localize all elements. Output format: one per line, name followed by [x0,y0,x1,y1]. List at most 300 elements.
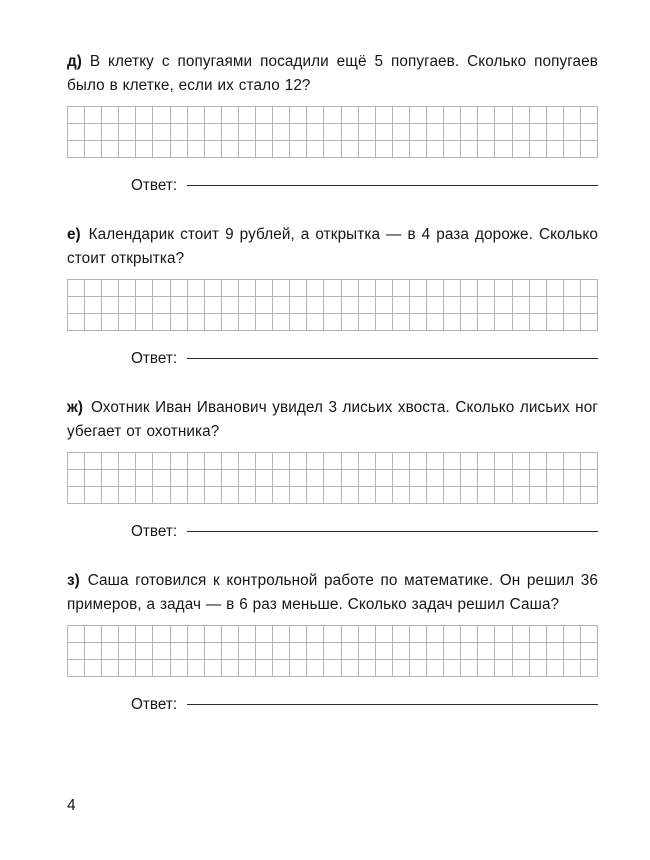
grid-cell[interactable] [513,626,530,643]
grid-cell[interactable] [461,124,478,141]
grid-cell[interactable] [222,141,239,158]
grid-cell[interactable] [307,643,324,660]
grid-cell[interactable] [222,314,239,331]
grid-cell[interactable] [68,453,85,470]
grid-cell[interactable] [136,141,153,158]
grid-cell[interactable] [530,487,547,504]
grid-cell[interactable] [85,643,102,660]
grid-cell[interactable] [495,660,512,677]
grid-cell[interactable] [102,487,119,504]
grid-cell[interactable] [239,314,256,331]
grid-cell[interactable] [290,660,307,677]
grid-cell[interactable] [290,487,307,504]
grid-cell[interactable] [427,314,444,331]
grid-cell[interactable] [290,314,307,331]
grid-cell[interactable] [188,643,205,660]
grid-cell[interactable] [530,107,547,124]
grid-cell[interactable] [188,487,205,504]
grid-cell[interactable] [119,107,136,124]
grid-cell[interactable] [239,470,256,487]
grid-cell[interactable] [153,487,170,504]
grid-cell[interactable] [68,141,85,158]
grid-cell[interactable] [188,453,205,470]
grid-cell[interactable] [188,626,205,643]
grid-cell[interactable] [222,643,239,660]
grid-cell[interactable] [119,297,136,314]
grid-cell[interactable] [393,453,410,470]
grid-cell[interactable] [461,141,478,158]
grid-cell[interactable] [68,660,85,677]
grid-cell[interactable] [307,141,324,158]
grid-cell[interactable] [239,107,256,124]
answer-grid[interactable] [67,279,598,331]
grid-cell[interactable] [495,626,512,643]
grid-cell[interactable] [256,297,273,314]
grid-cell[interactable] [564,107,581,124]
grid-cell[interactable] [564,660,581,677]
grid-cell[interactable] [205,487,222,504]
grid-cell[interactable] [136,314,153,331]
grid-cell[interactable] [461,280,478,297]
grid-cell[interactable] [119,487,136,504]
grid-cell[interactable] [478,660,495,677]
grid-cell[interactable] [136,487,153,504]
grid-cell[interactable] [495,124,512,141]
grid-cell[interactable] [188,297,205,314]
grid-cell[interactable] [68,487,85,504]
grid-cell[interactable] [307,626,324,643]
grid-cell[interactable] [102,314,119,331]
grid-cell[interactable] [461,453,478,470]
grid-cell[interactable] [581,141,598,158]
grid-cell[interactable] [530,141,547,158]
grid-cell[interactable] [205,141,222,158]
grid-cell[interactable] [256,141,273,158]
grid-cell[interactable] [85,107,102,124]
answer-grid[interactable] [67,106,598,158]
grid-cell[interactable] [68,297,85,314]
grid-cell[interactable] [342,107,359,124]
grid-cell[interactable] [393,643,410,660]
grid-cell[interactable] [427,141,444,158]
grid-cell[interactable] [188,141,205,158]
grid-cell[interactable] [188,107,205,124]
grid-cell[interactable] [102,643,119,660]
grid-cell[interactable] [359,107,376,124]
grid-cell[interactable] [136,660,153,677]
grid-cell[interactable] [359,141,376,158]
answer-input-line[interactable] [187,531,598,532]
grid-cell[interactable] [393,280,410,297]
grid-cell[interactable] [513,487,530,504]
grid-cell[interactable] [410,297,427,314]
grid-cell[interactable] [324,297,341,314]
grid-cell[interactable] [564,297,581,314]
grid-cell[interactable] [119,280,136,297]
grid-cell[interactable] [188,314,205,331]
grid-cell[interactable] [393,660,410,677]
grid-cell[interactable] [239,297,256,314]
grid-cell[interactable] [478,643,495,660]
answer-input-line[interactable] [187,358,598,359]
grid-cell[interactable] [444,297,461,314]
grid-cell[interactable] [410,314,427,331]
grid-cell[interactable] [564,487,581,504]
grid-cell[interactable] [564,643,581,660]
grid-cell[interactable] [478,487,495,504]
grid-cell[interactable] [359,314,376,331]
grid-cell[interactable] [410,280,427,297]
grid-cell[interactable] [102,470,119,487]
grid-cell[interactable] [581,643,598,660]
grid-cell[interactable] [444,487,461,504]
grid-cell[interactable] [153,141,170,158]
grid-cell[interactable] [376,453,393,470]
grid-cell[interactable] [188,280,205,297]
grid-cell[interactable] [153,314,170,331]
grid-cell[interactable] [376,280,393,297]
grid-cell[interactable] [547,626,564,643]
grid-cell[interactable] [530,643,547,660]
grid-cell[interactable] [393,626,410,643]
grid-cell[interactable] [119,643,136,660]
grid-cell[interactable] [513,660,530,677]
grid-cell[interactable] [119,626,136,643]
grid-cell[interactable] [581,660,598,677]
grid-cell[interactable] [530,453,547,470]
grid-cell[interactable] [273,280,290,297]
grid-cell[interactable] [119,314,136,331]
grid-cell[interactable] [410,487,427,504]
grid-cell[interactable] [564,124,581,141]
grid-cell[interactable] [85,660,102,677]
grid-cell[interactable] [547,107,564,124]
grid-cell[interactable] [427,453,444,470]
grid-cell[interactable] [205,453,222,470]
grid-cell[interactable] [307,487,324,504]
grid-cell[interactable] [359,280,376,297]
grid-cell[interactable] [495,487,512,504]
grid-cell[interactable] [119,660,136,677]
grid-cell[interactable] [564,626,581,643]
grid-cell[interactable] [171,107,188,124]
grid-cell[interactable] [444,470,461,487]
grid-cell[interactable] [393,107,410,124]
grid-cell[interactable] [68,314,85,331]
grid-cell[interactable] [513,314,530,331]
grid-cell[interactable] [564,453,581,470]
grid-cell[interactable] [153,107,170,124]
grid-cell[interactable] [513,107,530,124]
grid-cell[interactable] [444,107,461,124]
grid-cell[interactable] [530,470,547,487]
grid-cell[interactable] [273,660,290,677]
grid-cell[interactable] [290,141,307,158]
grid-cell[interactable] [102,660,119,677]
grid-cell[interactable] [530,314,547,331]
grid-cell[interactable] [307,470,324,487]
grid-cell[interactable] [564,470,581,487]
grid-cell[interactable] [376,660,393,677]
grid-cell[interactable] [359,660,376,677]
grid-cell[interactable] [256,487,273,504]
grid-cell[interactable] [376,124,393,141]
grid-cell[interactable] [171,626,188,643]
grid-cell[interactable] [547,453,564,470]
grid-cell[interactable] [307,107,324,124]
grid-cell[interactable] [153,280,170,297]
grid-cell[interactable] [239,453,256,470]
grid-cell[interactable] [564,141,581,158]
grid-cell[interactable] [171,297,188,314]
grid-cell[interactable] [273,124,290,141]
grid-cell[interactable] [171,280,188,297]
grid-cell[interactable] [547,124,564,141]
grid-cell[interactable] [530,626,547,643]
grid-cell[interactable] [153,643,170,660]
grid-cell[interactable] [581,626,598,643]
grid-cell[interactable] [171,124,188,141]
grid-cell[interactable] [547,660,564,677]
grid-cell[interactable] [222,107,239,124]
grid-cell[interactable] [410,643,427,660]
grid-cell[interactable] [85,141,102,158]
grid-cell[interactable] [153,660,170,677]
grid-cell[interactable] [273,453,290,470]
grid-cell[interactable] [324,660,341,677]
grid-cell[interactable] [153,124,170,141]
grid-cell[interactable] [581,470,598,487]
grid-cell[interactable] [136,643,153,660]
grid-cell[interactable] [427,470,444,487]
grid-cell[interactable] [376,487,393,504]
grid-cell[interactable] [581,297,598,314]
grid-cell[interactable] [85,124,102,141]
grid-cell[interactable] [461,626,478,643]
grid-cell[interactable] [171,660,188,677]
grid-cell[interactable] [68,643,85,660]
grid-cell[interactable] [324,280,341,297]
grid-cell[interactable] [393,314,410,331]
grid-cell[interactable] [68,470,85,487]
grid-cell[interactable] [273,626,290,643]
grid-cell[interactable] [581,453,598,470]
grid-cell[interactable] [136,280,153,297]
grid-cell[interactable] [119,470,136,487]
grid-cell[interactable] [495,297,512,314]
grid-cell[interactable] [410,453,427,470]
grid-cell[interactable] [136,124,153,141]
grid-cell[interactable] [376,470,393,487]
grid-cell[interactable] [393,297,410,314]
grid-cell[interactable] [393,487,410,504]
grid-cell[interactable] [478,453,495,470]
grid-cell[interactable] [205,660,222,677]
grid-cell[interactable] [324,470,341,487]
grid-cell[interactable] [461,487,478,504]
grid-cell[interactable] [444,280,461,297]
grid-cell[interactable] [307,280,324,297]
grid-cell[interactable] [478,124,495,141]
grid-cell[interactable] [222,453,239,470]
grid-cell[interactable] [444,141,461,158]
grid-cell[interactable] [307,297,324,314]
grid-cell[interactable] [222,487,239,504]
grid-cell[interactable] [188,470,205,487]
grid-cell[interactable] [427,124,444,141]
grid-cell[interactable] [85,626,102,643]
grid-cell[interactable] [324,643,341,660]
grid-cell[interactable] [444,660,461,677]
grid-cell[interactable] [461,314,478,331]
grid-cell[interactable] [256,124,273,141]
grid-cell[interactable] [513,124,530,141]
grid-cell[interactable] [256,626,273,643]
grid-cell[interactable] [239,487,256,504]
grid-cell[interactable] [68,107,85,124]
answer-grid[interactable] [67,625,598,677]
grid-cell[interactable] [256,470,273,487]
grid-cell[interactable] [359,626,376,643]
grid-cell[interactable] [153,470,170,487]
grid-cell[interactable] [427,297,444,314]
grid-cell[interactable] [495,280,512,297]
grid-cell[interactable] [547,141,564,158]
grid-cell[interactable] [513,141,530,158]
grid-cell[interactable] [376,141,393,158]
grid-cell[interactable] [513,470,530,487]
grid-cell[interactable] [85,297,102,314]
grid-cell[interactable] [324,626,341,643]
grid-cell[interactable] [359,124,376,141]
grid-cell[interactable] [85,280,102,297]
grid-cell[interactable] [461,107,478,124]
grid-cell[interactable] [342,487,359,504]
grid-cell[interactable] [222,470,239,487]
grid-cell[interactable] [495,470,512,487]
grid-cell[interactable] [427,107,444,124]
grid-cell[interactable] [222,297,239,314]
grid-cell[interactable] [530,124,547,141]
grid-cell[interactable] [68,626,85,643]
grid-cell[interactable] [342,314,359,331]
grid-cell[interactable] [205,280,222,297]
grid-cell[interactable] [547,470,564,487]
grid-cell[interactable] [290,280,307,297]
grid-cell[interactable] [410,660,427,677]
grid-cell[interactable] [324,124,341,141]
grid-cell[interactable] [256,643,273,660]
grid-cell[interactable] [307,124,324,141]
grid-cell[interactable] [102,297,119,314]
grid-cell[interactable] [102,141,119,158]
grid-cell[interactable] [530,297,547,314]
grid-cell[interactable] [85,453,102,470]
grid-cell[interactable] [513,453,530,470]
grid-cell[interactable] [239,124,256,141]
grid-cell[interactable] [273,107,290,124]
grid-cell[interactable] [342,453,359,470]
grid-cell[interactable] [461,297,478,314]
grid-cell[interactable] [530,660,547,677]
grid-cell[interactable] [478,107,495,124]
grid-cell[interactable] [102,280,119,297]
grid-cell[interactable] [307,314,324,331]
grid-cell[interactable] [256,453,273,470]
grid-cell[interactable] [478,297,495,314]
grid-cell[interactable] [188,660,205,677]
grid-cell[interactable] [444,124,461,141]
grid-cell[interactable] [410,470,427,487]
grid-cell[interactable] [513,643,530,660]
grid-cell[interactable] [136,453,153,470]
grid-cell[interactable] [410,124,427,141]
grid-cell[interactable] [102,124,119,141]
grid-cell[interactable] [427,643,444,660]
grid-cell[interactable] [393,470,410,487]
grid-cell[interactable] [273,470,290,487]
grid-cell[interactable] [136,626,153,643]
grid-cell[interactable] [205,124,222,141]
grid-cell[interactable] [342,470,359,487]
grid-cell[interactable] [530,280,547,297]
grid-cell[interactable] [290,470,307,487]
grid-cell[interactable] [581,107,598,124]
grid-cell[interactable] [273,487,290,504]
grid-cell[interactable] [85,314,102,331]
grid-cell[interactable] [427,626,444,643]
grid-cell[interactable] [256,660,273,677]
grid-cell[interactable] [307,453,324,470]
grid-cell[interactable] [153,297,170,314]
grid-cell[interactable] [581,487,598,504]
grid-cell[interactable] [478,470,495,487]
grid-cell[interactable] [153,453,170,470]
grid-cell[interactable] [427,660,444,677]
grid-cell[interactable] [376,107,393,124]
grid-cell[interactable] [307,660,324,677]
grid-cell[interactable] [410,107,427,124]
grid-cell[interactable] [256,107,273,124]
grid-cell[interactable] [239,643,256,660]
grid-cell[interactable] [461,643,478,660]
grid-cell[interactable] [239,626,256,643]
grid-cell[interactable] [478,626,495,643]
grid-cell[interactable] [581,280,598,297]
grid-cell[interactable] [239,660,256,677]
grid-cell[interactable] [342,124,359,141]
grid-cell[interactable] [205,643,222,660]
grid-cell[interactable] [581,124,598,141]
grid-cell[interactable] [239,280,256,297]
grid-cell[interactable] [359,470,376,487]
grid-cell[interactable] [324,314,341,331]
grid-cell[interactable] [171,314,188,331]
grid-cell[interactable] [478,314,495,331]
grid-cell[interactable] [564,280,581,297]
grid-cell[interactable] [119,124,136,141]
grid-cell[interactable] [119,141,136,158]
grid-cell[interactable] [478,141,495,158]
grid-cell[interactable] [427,487,444,504]
grid-cell[interactable] [324,453,341,470]
grid-cell[interactable] [495,107,512,124]
grid-cell[interactable] [222,626,239,643]
grid-cell[interactable] [324,141,341,158]
grid-cell[interactable] [171,141,188,158]
grid-cell[interactable] [256,314,273,331]
grid-cell[interactable] [222,124,239,141]
